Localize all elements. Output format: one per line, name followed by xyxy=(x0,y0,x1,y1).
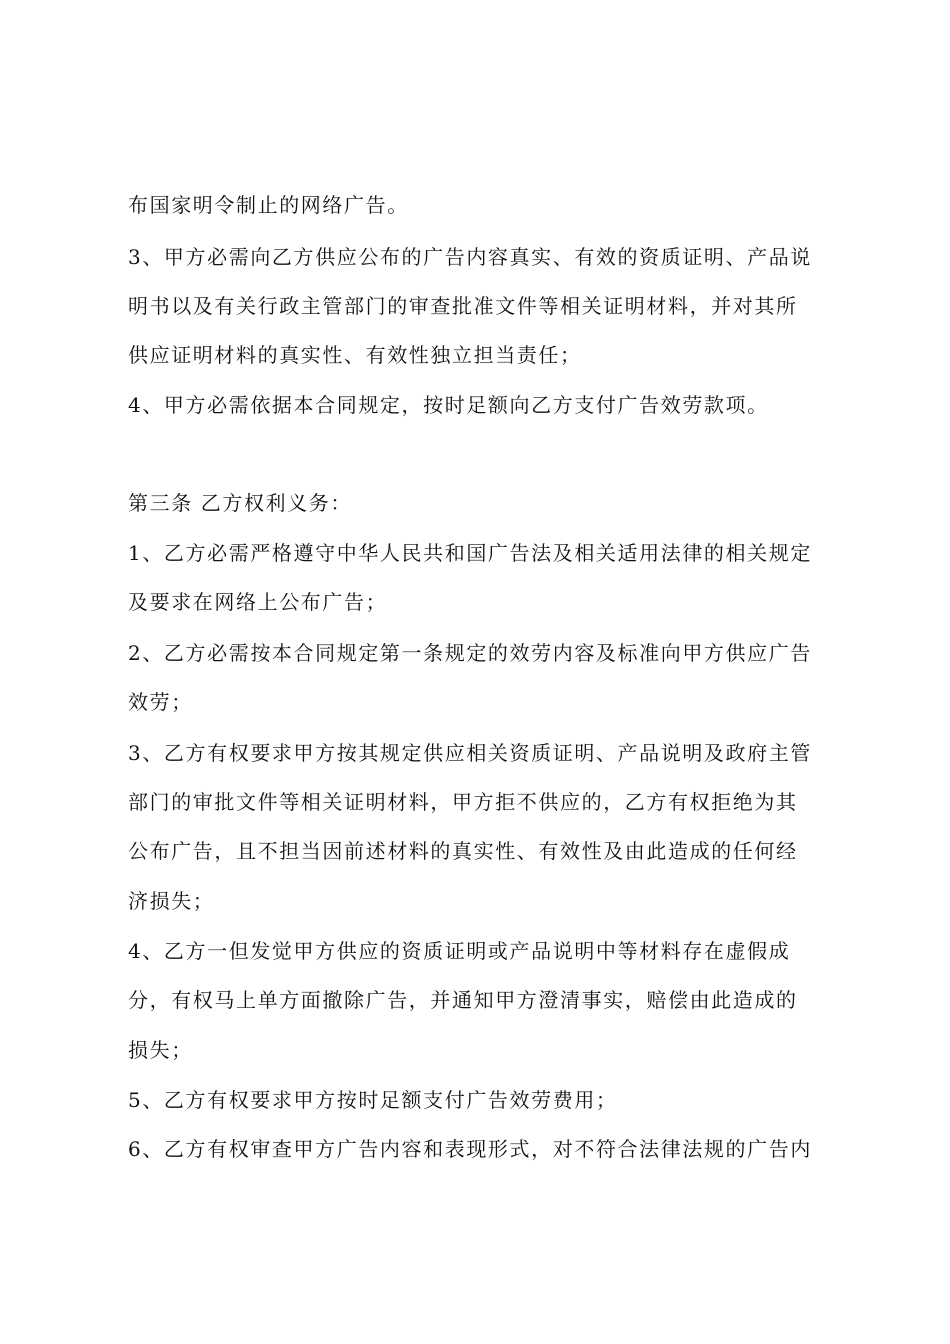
text-line: 明书以及有关行政主管部门的审查批准文件等相关证明材料，并对其所 xyxy=(128,294,798,318)
text-line: 损失； xyxy=(128,1038,193,1062)
text-line: 供应证明材料的真实性、有效性独立担当责任； xyxy=(128,343,582,367)
text-line: 分，有权马上单方面撤除广告，并通知甲方澄清事实，赔偿由此造成的 xyxy=(128,988,798,1012)
text-line: 1、乙方必需严格遵守中华人民共和国广告法及相关适用法律的相关规定 xyxy=(128,541,812,565)
text-line: 2、乙方必需按本合同规定第一条规定的效劳内容及标准向甲方供应广告 xyxy=(128,641,812,665)
section-heading: 第三条 乙方权利义务： xyxy=(128,491,352,515)
text-line: 5、乙方有权要求甲方按时足额支付广告效劳费用； xyxy=(128,1088,618,1112)
text-line: 3、乙方有权要求甲方按其规定供应相关资质证明、产品说明及政府主管 xyxy=(128,741,812,765)
text-line: 部门的审批文件等相关证明材料，甲方拒不供应的，乙方有权拒绝为其 xyxy=(128,790,798,814)
text-line: 4、甲方必需依据本合同规定，按时足额向乙方支付广告效劳款项。 xyxy=(128,393,769,417)
text-line: 布国家明令制止的网络广告。 xyxy=(128,193,409,217)
text-line: 6、乙方有权审查甲方广告内容和表现形式，对不符合法律法规的广告内 xyxy=(128,1137,812,1161)
text-line: 3、甲方必需向乙方供应公布的广告内容真实、有效的资质证明、产品说 xyxy=(128,245,812,269)
text-line: 及要求在网络上公布广告； xyxy=(128,590,388,614)
text-line: 公布广告，且不担当因前述材料的真实性、有效性及由此造成的任何经 xyxy=(128,839,798,863)
text-line: 4、乙方一但发觉甲方供应的资质证明或产品说明中等材料存在虚假成 xyxy=(128,939,791,963)
text-line: 效劳； xyxy=(128,690,193,714)
text-line: 济损失； xyxy=(128,889,215,913)
